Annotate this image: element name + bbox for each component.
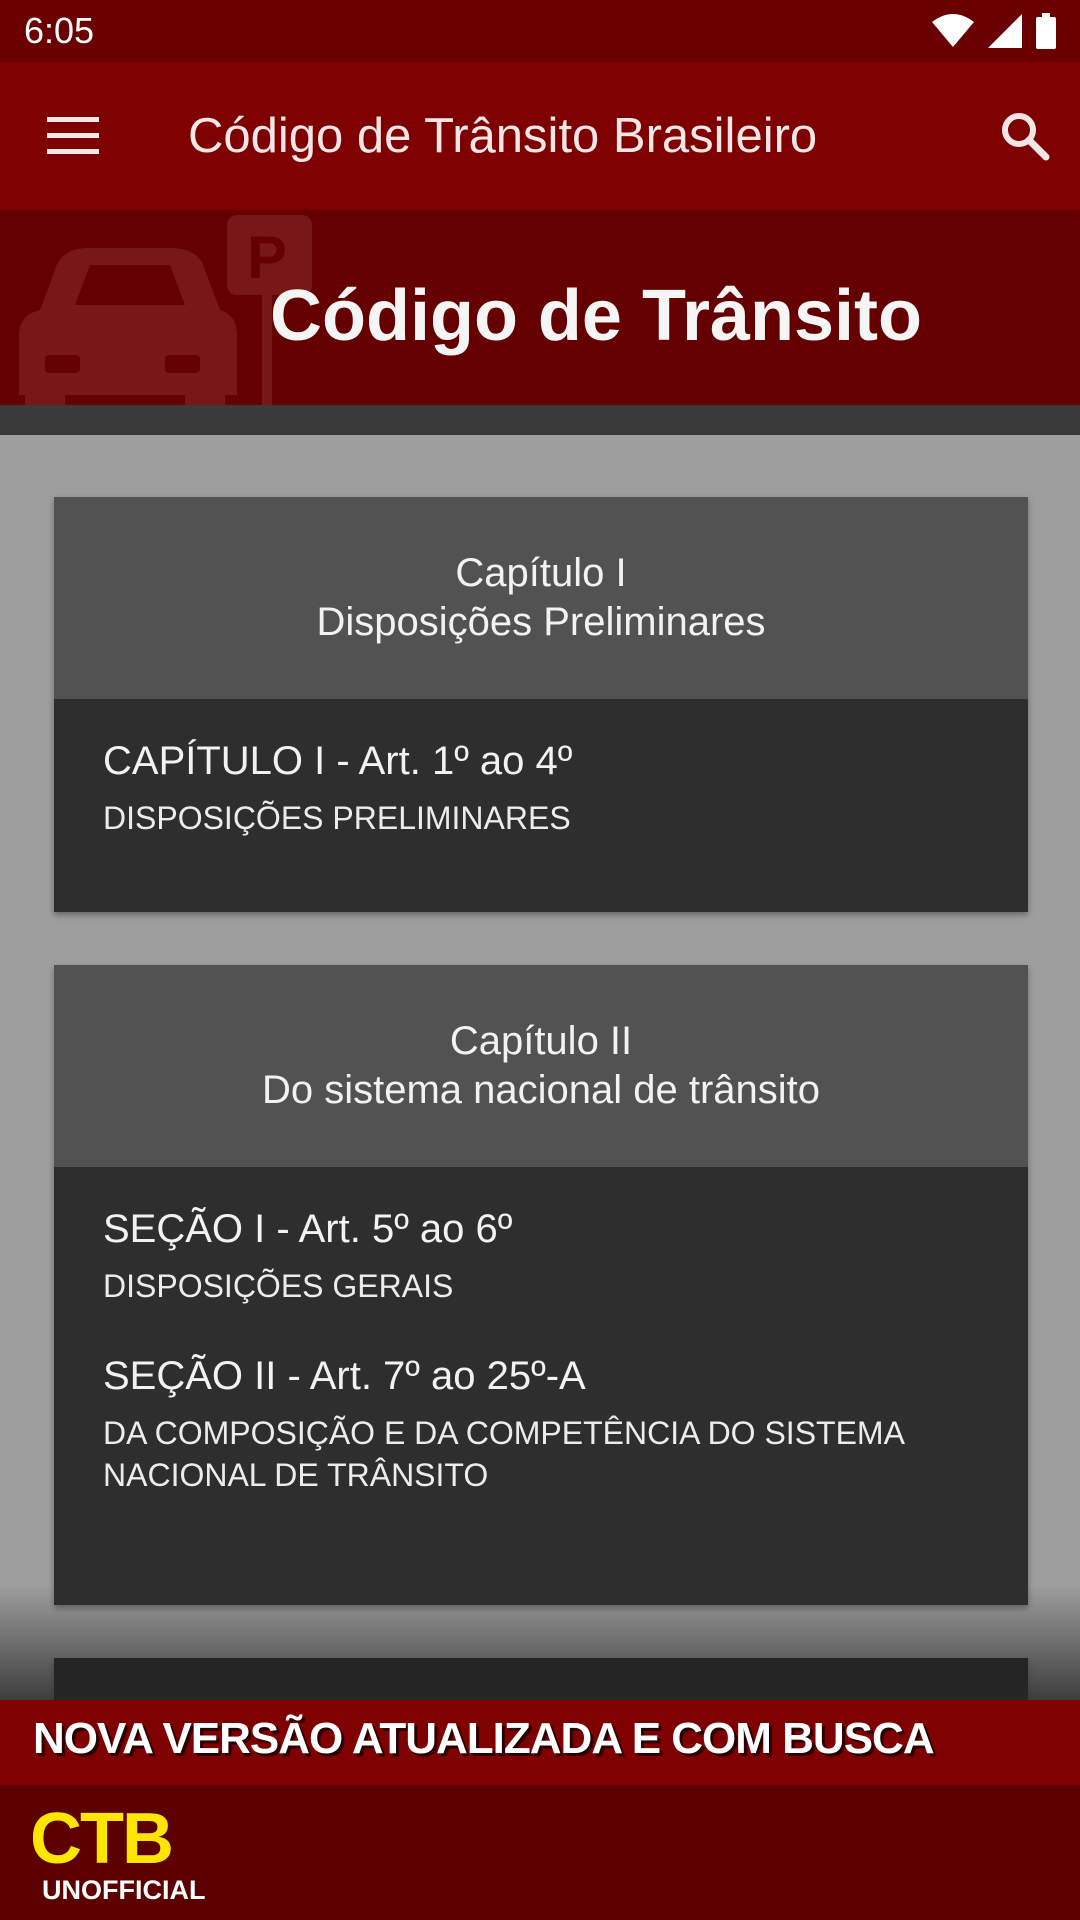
chapter-number: Capítulo I [455,551,627,595]
search-icon [1000,111,1050,161]
item-subtitle: DISPOSIÇÕES GERAIS [103,1268,454,1304]
chapter-list[interactable] [0,435,1080,1700]
item-subtitle: DA COMPOSIÇÃO E DA COMPETÊNCIA DO SISTEMA NACIONAL DE TRÂNSITO [103,1415,904,1493]
item-subtitle: DISPOSIÇÕES PRELIMINARES [103,800,571,836]
item-title: SEÇÃO I - Art. 5º ao 6º [103,1207,513,1251]
search-button[interactable] [970,62,1080,210]
ad-strip [0,1700,1080,1785]
chapter-number: Capítulo II [449,1019,633,1063]
header-banner [0,210,1080,405]
status-icons [932,13,1056,49]
signal-icon [988,14,1022,48]
chapter-title: Do sistema nacional de trânsito [261,1068,821,1112]
chapter-title: Disposições Preliminares [316,600,766,644]
list-item[interactable] [54,699,1028,839]
ad-banner[interactable] [0,1700,1080,1920]
chapter-card [54,497,1028,912]
wifi-icon [932,14,974,48]
ad-headline: NOVA VERSÃO ATUALIZADA E COM BUSCA [33,1714,934,1763]
list-item[interactable] [54,1167,1028,1352]
menu-button[interactable] [0,62,145,210]
status-bar [0,0,1080,62]
menu-icon [47,117,99,155]
scroll-fade [0,1585,1080,1700]
banner-title: Código de Trânsito [270,276,923,356]
app-title: Código de Trânsito Brasileiro [188,109,818,163]
banner-divider [0,405,1080,435]
svg-text:P: P [247,224,288,291]
chapter-header [54,965,1028,1167]
ad-logo: CTB [30,1799,172,1879]
status-time: 6:05 [24,10,95,51]
list-item[interactable] [54,1352,1028,1496]
battery-icon [1036,13,1056,49]
chapter-card [54,965,1028,1605]
item-title: SEÇÃO II - Art. 7º ao 25º-A [103,1354,586,1398]
app-bar [0,62,1080,210]
ad-logo-sub: UNOFFICIAL [42,1875,206,1905]
chapter-header [54,497,1028,699]
item-title: CAPÍTULO I - Art. 1º ao 4º [103,739,573,783]
